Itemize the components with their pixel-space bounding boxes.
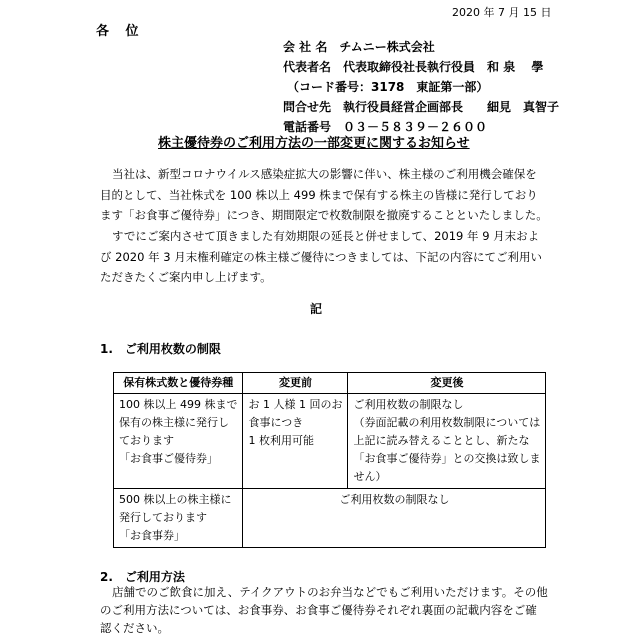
stock-code-row: （コード番号：3178 東証第一部） [287, 80, 489, 94]
representative-label: 代表者名 [283, 60, 332, 74]
company-name: チムニー株式会社 [339, 40, 435, 54]
cell-line: 「お食事ご優待券」との交換は致しま [353, 452, 541, 465]
contact-row [283, 97, 559, 117]
header-holding: 保有株式数と優待券種 [114, 373, 243, 394]
contact-label: 問合せ先 [283, 100, 332, 114]
section-1-heading: 1. ご利用枚数の制限 [100, 342, 221, 356]
merged-change-cell: ご利用枚数の制限なし [243, 489, 546, 548]
holding-cell [114, 489, 243, 548]
header-after: 変更後 [348, 373, 546, 394]
cell-line: 「お食事ご優待券」 [119, 452, 218, 465]
representative-value: 代表取締役社長執行役員 和 泉 學 [343, 60, 544, 74]
company-row [283, 37, 559, 57]
sender-block [283, 37, 559, 137]
cell-line: 発行しております [119, 511, 207, 524]
before-cell [243, 394, 348, 489]
header-before: 変更前 [243, 373, 348, 394]
ki-marker: 記 [310, 302, 323, 316]
section-2-paragraph: 店舗でのご飲食に加え、テイクアウトのお弁当などでもご利用いただけます。その他のご利用方法については、お食事券、お食事ご優待券それぞれ裏面の記載内容をご確認ください。 [100, 585, 548, 635]
document-date: 2020 年 7 月 15 日 [452, 6, 552, 19]
cell-line: ております [119, 434, 174, 447]
cell-line: お 1 人様 1 回のお [248, 398, 343, 411]
cell-line: ご利用枚数の制限なし [353, 398, 464, 411]
representative-row [283, 57, 559, 77]
table-row [114, 394, 546, 489]
cell-line: （券面記載の利用枚数制限については [353, 416, 541, 429]
cell-line: 1 枚利用可能 [248, 434, 314, 447]
usage-limit-table [113, 372, 546, 548]
cell-line: 「お食事券」 [119, 529, 185, 542]
table-row [114, 489, 546, 548]
body-paragraph-1: 当社は、新型コロナウイルス感染症拡大の影響に伴い、株主様のご利用機会確保を目的として、当社株式を 100 株以上 499 株まで保有する株主の皆様に発行しております「お食事ご優待券」につき、期間限定で枚数制限を撤廃することといたしました。 [100, 167, 548, 222]
body-paragraph-2: すでにご案内させて頂きました有効期限の延長と併せまして、2019 年 9 月末および 2020 年 3 月末権利確定の株主様ご優待につきましては、下記の内容にてご利用いただきたくご案内申し上げます。 [100, 229, 542, 284]
after-cell [348, 394, 546, 489]
cell-line: 上記に読み替えることとし、新たな [353, 434, 530, 447]
section-2-heading: 2. ご利用方法 [100, 570, 185, 584]
recipient-line: 各 位 [96, 24, 145, 39]
cell-line: 食事につき [248, 416, 304, 429]
cell-line: 500 株以上の株主様に [119, 493, 232, 506]
table-header-row [114, 373, 546, 394]
holding-cell [114, 394, 243, 489]
notice-title: 株主優待券のご利用方法の一部変更に関するお知らせ [158, 136, 470, 151]
cell-line: 保有の株主様に発行し [119, 416, 229, 429]
phone-value: ０３－５８３９－２６００ [343, 120, 488, 134]
cell-line: せん） [353, 470, 387, 483]
contact-value: 執行役員経営企画部長 細見 真智子 [343, 100, 560, 114]
phone-label: 電話番号 [283, 120, 332, 134]
cell-line: 100 株以上 499 株まで [119, 398, 238, 411]
company-label: 会 社 名 [283, 40, 328, 54]
